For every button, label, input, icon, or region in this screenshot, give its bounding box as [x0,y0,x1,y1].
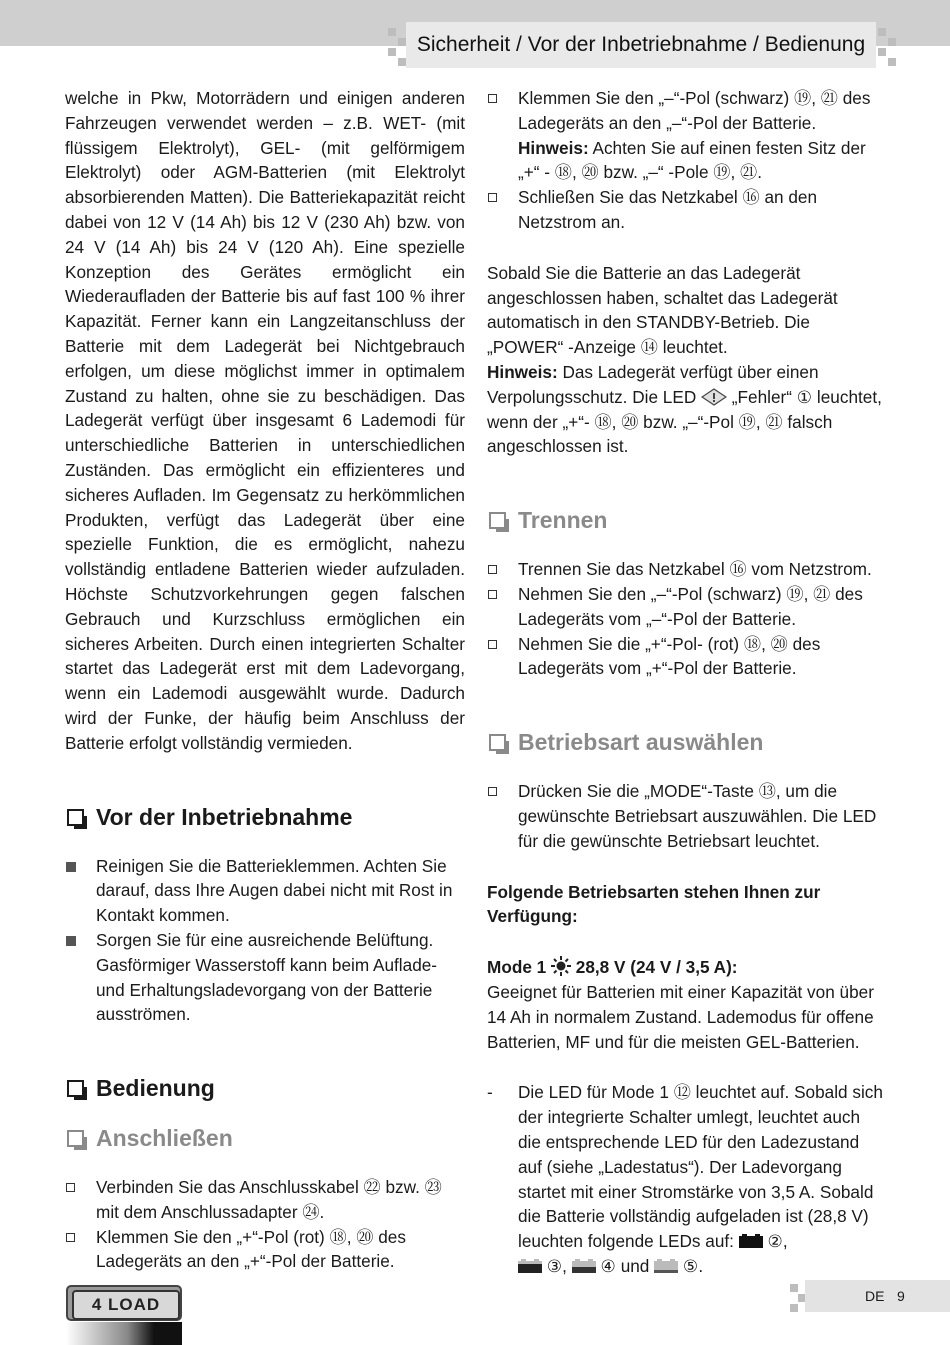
hinweis-text: „Fehler“ ① leuchtet, wenn der „+“- ⑱, ⑳ bzw. „–“-Pol ⑲, ㉑ falsch angeschlossen ist. [487,386,882,457]
checkbox-icon [67,1080,84,1097]
right-column [487,86,887,1279]
page-number: 9 [897,1288,905,1304]
hinweis-text: Das Ladegerät verfügt über einen Verpolungsschutz. Die LED [487,361,819,407]
mode1-spec: 28,8 V (24 V / 3,5 A): [570,957,738,978]
heading-text: Anschließen [96,1125,233,1152]
battery-low-icon [654,1259,678,1273]
list-item [65,1225,465,1275]
language-code: DE [865,1288,885,1304]
list-item-text: Reinigen Sie die Batterieklemmen. Achten Sie darauf, dass Ihre Augen dabei nicht mit Rost in Kontakt kommen. [96,855,453,926]
checkbox-icon [489,734,506,751]
checkbox-icon [67,1130,84,1147]
empty-square-bullet-icon [488,565,497,574]
heading-text: Betriebsart auswählen [518,729,764,756]
heading-text: Trennen [518,507,608,534]
empty-square-bullet-icon [488,590,497,599]
square-bullet-icon [66,936,76,946]
hinweis-label: Hinweis: [487,361,558,382]
hinweis-text: Achten Sie auf einen festen Sitz der „+“ - ⑱, ⑳ bzw. „–“ -Pole ⑲, ㉑. [518,137,866,183]
list-item [487,557,887,582]
heading-text: Vor der Inbetriebnahme [96,803,353,830]
mode1-label: Mode 1 [487,957,551,978]
empty-square-bullet-icon [488,787,497,796]
warning-diamond-icon [701,388,727,406]
sobald-paragraph: Sobald Sie die Batterie an das Ladegerät angeschlossen haben, schaltet das Ladegerät automatisch in den STANDBY-Betrieb. Die „POWER“ -Anzeige ⑭ leuchtet. [487,262,838,358]
list-item [487,582,887,632]
list-item [487,86,887,185]
square-bullet-icon [66,862,76,872]
list-item [487,185,887,235]
intro-paragraph: welche in Pkw, Motorrädern und einigen anderen Fahrzeugen verwendet werden – z.B. WET- (mit flüssigem Elektrolyt), GEL- (mit gelförmigem Elektrolyt) oder AGM-Batterien (mit Elektrolyt absorbierenden Matten). Die Batteriekapazität reicht dabei von 12 V (14 Ah) bis 12 V (230 Ah) bzw. von 24 V (14 Ah) bis 24 V (120 Ah). Eine spezielle Konzeption des Gerätes ermöglicht ein Wiederaufladen der Batterie bis auf fast 100 % ihrer Kapazität. Ferner kann ein Langzeitanschluss der Batterie mit dem Ladegerät bei Nichtgebrauch erfolgen, um diese möglichst immer in optimalem Zustand zu halten, ohne sie zu beschädigen. Das Ladegerät verfügt über insgesamt 6 Lademodi für unterschiedliche Batterien in unterschiedlichen Zuständen. Das ermöglicht ein effizienteres und sicheres Aufladen. Im Gegensatz zu herkömmlichen Produkten, verfügt das Ladegerät über eine spezielle Funktion, die es ermöglicht, nahezu vollständig entladene Batterien wieder aufzuladen. Höchste Schutzvorkehrungen gegen falschen Gebrauch und Kurzschluss ermöglichen ein sicheres Arbeiten. Durch einen integrierten Schalter startet das Ladegerät erst mit dem Ladevorgang, wenn ein Lademodi ausgewählt wurde. Dadurch wird der Funke, der häufig beim Anschluss der Batterie erfolgt vollständig vermieden. [65,88,465,753]
list-item [65,1175,465,1225]
battery-full-icon [739,1234,763,1248]
heading-bedienung [65,1071,465,1105]
list-item [65,854,465,928]
battery-medium-icon [572,1259,596,1273]
led-ref: ②, [762,1231,788,1252]
mode1-heading [487,955,887,980]
led-text: Die LED für Mode 1 ⑫ leuchtet auf. Sobald sich der integrierte Schalter umlegt, leuchtet auch die entsprechende LED für den Ladezustand auf (siehe „Ladestatus“). Der Ladevorgang startet mit einer Stromstärke von 3,5 A. Sobald die Batterie vollständig aufgeladen ist (28,8 V) leuchten folgende LEDs auf: [518,1082,883,1252]
list-item [487,632,887,682]
list-item [487,1080,887,1278]
led-ref: ⑤. [678,1255,704,1276]
page-header: Sicherheit / Vor der Inbetriebnahme / Bedienung [406,22,876,68]
logo-dark-bar [154,1322,182,1345]
list-item-text: Klemmen Sie den „+“-Pol (rot) ⑱, ⑳ des Ladegeräts an den „+“-Pol der Batterie. [96,1226,406,1272]
folgende-heading: Folgende Betriebsarten stehen Ihnen zur Verfügung: [487,881,821,927]
logo-gradient-bar [66,1322,154,1345]
list-item-text: Klemmen Sie den „–“-Pol (schwarz) ⑲, ㉑ des Ladegeräts an den „–“-Pol der Batterie. [518,88,871,133]
led-ref: ④ und [595,1255,655,1276]
heading-vor-der-inbetriebnahme [65,800,465,834]
heading-anschliessen [65,1121,465,1155]
checkbox-icon [489,512,506,529]
left-column [65,86,465,1274]
brand-logo [66,1285,182,1321]
list-item-text: Verbinden Sie das Anschlusskabel ㉒ bzw. ㉓ mit dem Anschlussadapter ㉔. [96,1177,442,1222]
list-item-text: Sorgen Sie für eine ausreichende Belüftung. Gasförmiger Wasserstoff kann beim Auflade- und Erhaltungsladevorgang von der Batterie ausströmen. [96,929,438,1025]
heading-betriebsart-auswaehlen [487,725,887,759]
list-item-text: Schließen Sie das Netzkabel ⑯ an den Netzstrom an. [518,187,818,232]
dash-bullet: - [487,1082,493,1103]
checkbox-icon [67,809,84,826]
empty-square-bullet-icon [488,640,497,649]
list-item [487,779,887,853]
list-item-text: Trennen Sie das Netzkabel ⑯ vom Netzstrom. [518,559,872,580]
led-ref: ③, [542,1255,572,1276]
list-item-text: Nehmen Sie den „–“-Pol (schwarz) ⑲, ㉑ des Ladegeräts vom „–“-Pol der Batterie. [518,583,863,629]
mode1-description: Geeignet für Batterien mit einer Kapazität von über 14 Ah in normalem Zustand. Lademodus für offene Batterien, MF und für die meisten GEL-Batterien. [487,981,874,1052]
heading-text: Bedienung [96,1075,215,1102]
empty-square-bullet-icon [488,94,497,103]
hinweis-label: Hinweis: [518,137,589,158]
logo-text: 4 LOAD [72,1290,180,1320]
hinweis-paragraph [487,360,887,459]
empty-square-bullet-icon [66,1233,75,1242]
empty-square-bullet-icon [66,1183,75,1192]
page-footer [805,1280,950,1312]
list-item-text: Nehmen Sie die „+“-Pol- (rot) ⑱, ⑳ des Ladegeräts vom „+“-Pol der Batterie. [518,633,821,679]
battery-high-icon [518,1259,542,1273]
empty-square-bullet-icon [488,193,497,202]
list-item [65,928,465,1027]
heading-trennen [487,503,887,537]
sun-icon [551,956,571,976]
list-item-text: Drücken Sie die „MODE“-Taste ⑬, um die gewünschte Betriebsart auszuwählen. Die LED für die gewünschte Betriebsart leuchtet. [518,781,877,851]
